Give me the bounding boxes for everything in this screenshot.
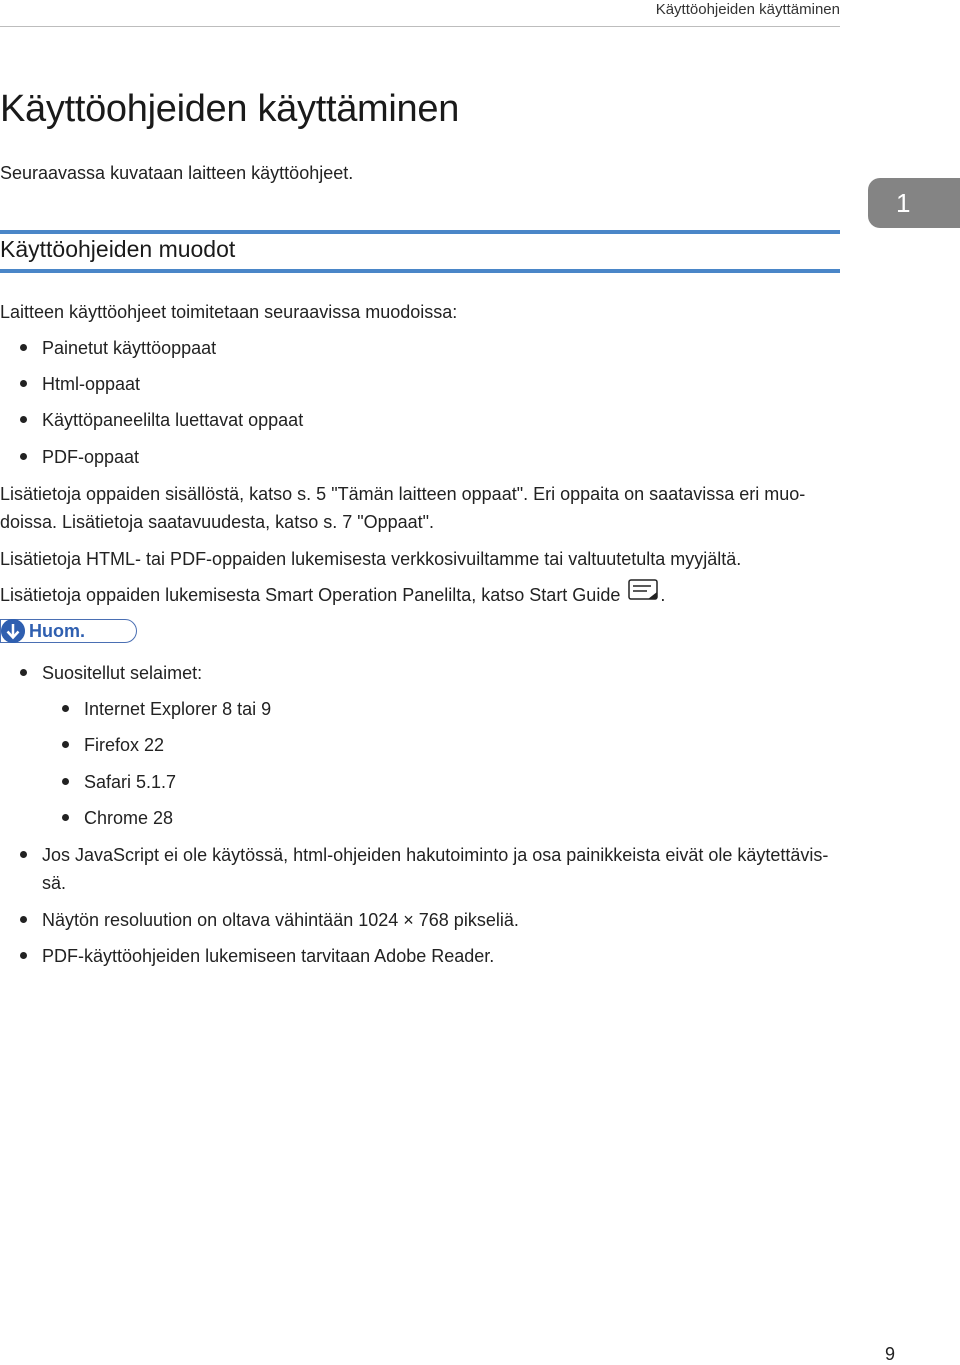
- sub-bullet-dot: [62, 741, 69, 748]
- chapter-tab: [868, 178, 960, 228]
- browser-item: Firefox 22: [84, 735, 165, 755]
- paragraph-contents-line1: Lisätietoja oppaiden sisällöstä, katso s. 5 "Tämän laitteen oppaat". Eri oppaita on saatavissa eri muo-: [0, 484, 806, 504]
- down-arrow-circle-icon: [1, 619, 25, 643]
- page-title: Käyttöohjeiden käyttäminen: [0, 88, 460, 130]
- browsers-title: Suositellut selaimet:: [42, 663, 203, 683]
- bullet-dot: [20, 851, 27, 858]
- javascript-note-line2: sä.: [42, 873, 67, 893]
- format-item: Painetut käyttöoppaat: [42, 338, 217, 358]
- section-title: Käyttöohjeiden muodot: [0, 236, 236, 262]
- resolution-note: Näytön resoluution on oltava vähintään 1024 × 768 pikseliä.: [42, 910, 519, 930]
- bullet-dot: [20, 669, 27, 676]
- bullet-dot: [20, 416, 27, 423]
- sub-bullet-dot: [62, 814, 69, 821]
- format-item: PDF-oppaat: [42, 447, 140, 467]
- note-badge: [0, 619, 137, 643]
- paragraph-smart-panel: Lisätietoja oppaiden lukemisesta Smart Operation Panelilta, katso Start Guide: [0, 585, 621, 605]
- format-item: Html-oppaat: [42, 374, 141, 394]
- section-lead: Laitteen käyttöohjeet toimitetaan seuraavissa muodoissa:: [0, 302, 458, 322]
- bullet-dot: [20, 380, 27, 387]
- pdf-reader-note: PDF-käyttöohjeiden lukemiseen tarvitaan Adobe Reader.: [42, 946, 495, 966]
- running-header: Käyttöohjeiden käyttäminen: [655, 1, 840, 18]
- section-rule-top: [0, 230, 840, 234]
- bullet-dot: [20, 916, 27, 923]
- browser-item: Chrome 28: [84, 808, 174, 828]
- note-label: Huom.: [29, 621, 85, 641]
- paragraph-online-manuals: Lisätietoja HTML- tai PDF-oppaiden lukemisesta verkkosivuiltamme tai valtuutetulta myyjältä.: [0, 549, 742, 569]
- paragraph-end-period: .: [660, 585, 666, 605]
- sub-bullet-dot: [62, 705, 69, 712]
- header-divider: [0, 26, 840, 27]
- intro-text: Seuraavassa kuvataan laitteen käyttöohjeet.: [0, 163, 354, 183]
- javascript-note-line1: Jos JavaScript ei ole käytössä, html-ohjeiden hakutoiminto ja osa painikkeista eivät ole käytettävis-: [42, 845, 829, 865]
- bullet-dot: [20, 453, 27, 460]
- paragraph-contents-line2: doissa. Lisätietoja saatavuudesta, katso s. 7 "Oppaat".: [0, 512, 435, 532]
- sub-bullet-dot: [62, 778, 69, 785]
- browser-item: Internet Explorer 8 tai 9: [84, 699, 272, 719]
- start-guide-icon: [628, 579, 658, 601]
- page-number: 9: [885, 1344, 896, 1364]
- chapter-number: 1: [896, 187, 911, 218]
- bullet-dot: [20, 952, 27, 959]
- bullet-dot: [20, 344, 27, 351]
- browser-item: Safari 5.1.7: [84, 772, 177, 792]
- section-rule-bottom: [0, 269, 840, 273]
- format-item: Käyttöpaneelilta luettavat oppaat: [42, 410, 304, 430]
